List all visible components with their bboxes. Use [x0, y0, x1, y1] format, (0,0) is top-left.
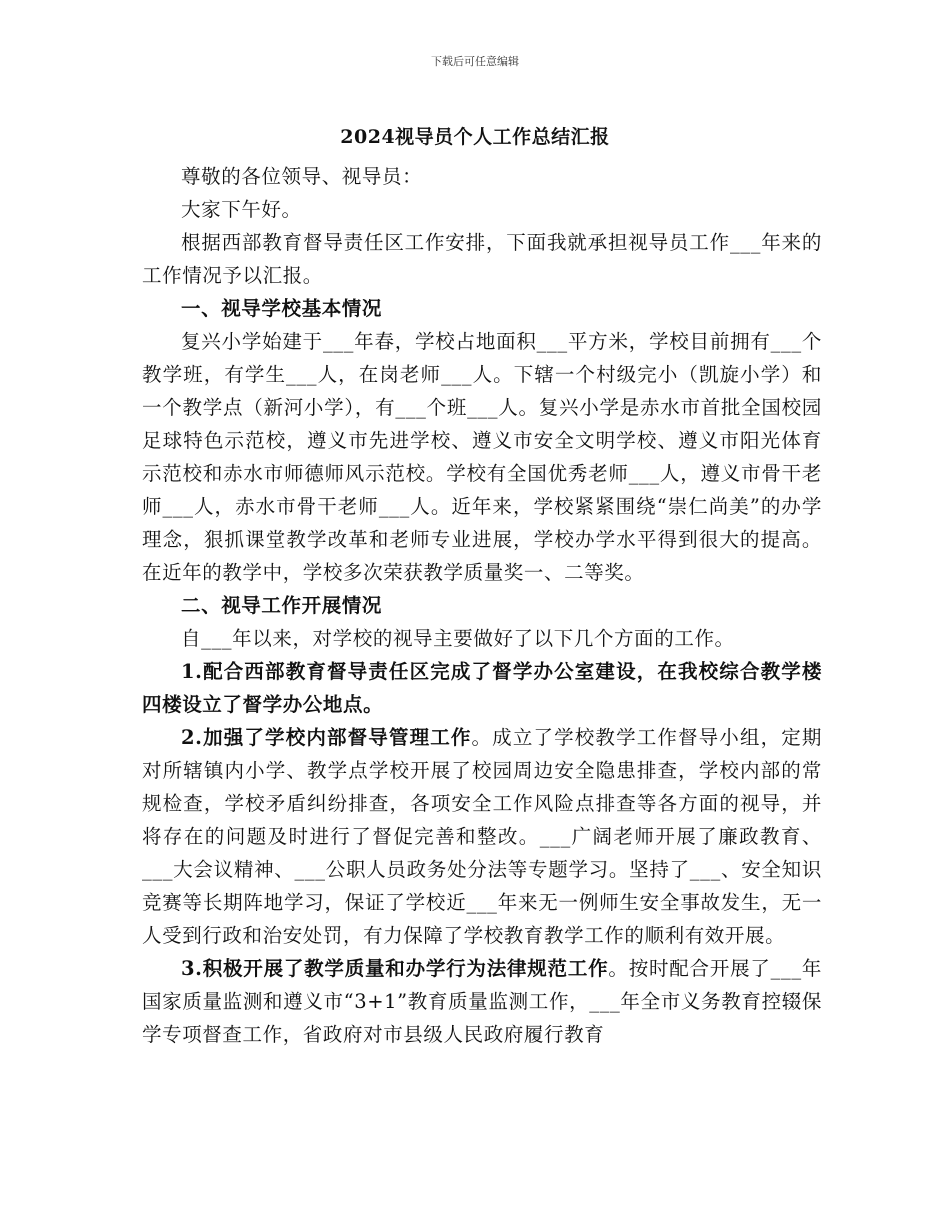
item2-paragraph: [142, 721, 822, 952]
greeting: 大家下午好。: [181, 198, 302, 221]
section1-paragraph: 复兴小学始建于___年春，学校占地面积___平方米，学校目前拥有___个教学班，有学生___人，在岗老师___人。下辖一个村级完小（凯旋小学）和一个教学点（新河小学），有___个班___人。复兴小学是赤水市首批全国校园足球特色示范校，遵义市先进学校、遵义市安全文明学校、遵义市阳光体育示范校和赤水市师德师风示范校。学校有全国优秀老师___人，遵义市骨干老师___人，赤水市骨干老师___人。近年来，学校紧紧围绕“崇仁尚美”的办学理念，狠抓课堂教学改革和老师专业进展，学校办学水平得到很大的提高。在近年的教学中，学校多次荣获教学质量奖一、二等奖。: [142, 330, 822, 584]
item3-heading: 3.积极开展了教学质量和办学行为法律规范工作: [181, 957, 609, 980]
document-body: [142, 160, 822, 1051]
item1-paragraph: 1.配合西部教育督导责任区完成了督学办公室建设，在我校综合教学楼四楼设立了督学办公地点。: [142, 660, 822, 716]
salutation: 尊敬的各位领导、视导员：: [181, 165, 423, 188]
intro-paragraph: 根据西部教育督导责任区工作安排，下面我就承担视导员工作___年来的工作情况予以汇报。: [142, 231, 822, 287]
page-title: 2024视导员个人工作总结汇报: [340, 126, 610, 148]
section2-heading: 二、视导工作开展情况: [181, 594, 383, 617]
item2-body: 。成立了学校教学工作督导小组，定期对所辖镇内小学、教学点学校开展了校园周边安全隐患排查，学校内部的常规检查，学校矛盾纠纷排查，各项安全工作风险点排查等各方面的视导，并将存在的问题及时进行了督促完善和整改。___广阔老师开展了廉政教育、___大会议精神、___公职人员政务处分法等专题学习。坚持了___、安全知识竞赛等长期阵地学习，保证了学校近___年来无一例师生安全事故发生，无一人受到行政和治安处罚，有力保障了学校教育教学工作的顺利有效开展。: [142, 726, 822, 947]
item2-heading: 2.加强了学校内部督导管理工作: [181, 726, 472, 749]
header-note: 下载后可任意编辑: [431, 55, 519, 68]
item3-paragraph: [142, 952, 822, 1051]
item3-body: 。按时配合开展了___年国家质量监测和遵义市“3+1”教育质量监测工作，___年全市义务教育控辍保学专项督查工作，省政府对市县级人民政府履行教育: [142, 957, 823, 1046]
section1-heading: 一、视导学校基本情况: [181, 297, 383, 320]
section2-intro: 自___年以来，对学校的视导主要做好了以下几个方面的工作。: [181, 627, 735, 650]
